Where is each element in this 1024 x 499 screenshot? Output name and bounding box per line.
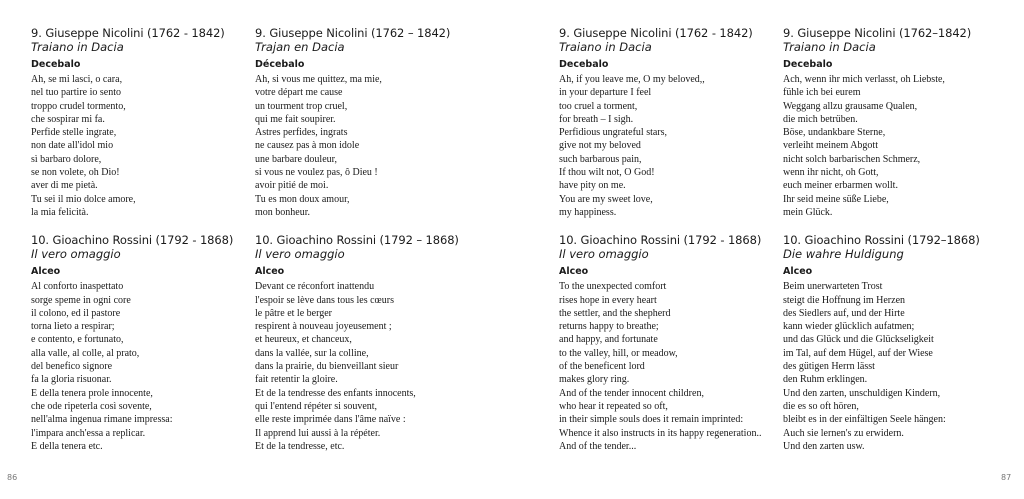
composer-heading: 10. Gioachino Rossini (1792 - 1868) [31, 233, 234, 248]
lyric-line: Und den zarten, unschuldigen Kindern, [783, 387, 941, 399]
lyric-line: Et de la tendresse des enfants innocents, [255, 387, 416, 399]
lyric-line: un tourment trop cruel, [255, 100, 348, 112]
lyrics-lines [783, 73, 998, 219]
lyric-line: qui l'entend répéter si souvent, [255, 400, 378, 412]
lyric-line: votre départ me cause [255, 87, 343, 99]
lyrics-lines [31, 73, 246, 219]
composer-heading: 10. Gioachino Rossini (1792 - 1868) [559, 233, 762, 248]
lyric-line: for breath – I sigh. [559, 113, 634, 125]
character-name: Décebalo [255, 59, 305, 70]
opera-title: Traiano in Dacia [783, 40, 876, 54]
lyric-line: And of the tender... [559, 440, 637, 452]
lyric-line: Devant ce réconfort inattendu [255, 281, 375, 293]
lyric-line: qui me fait soupirer. [255, 113, 336, 125]
lyric-line: non date all'idol mio [31, 140, 114, 152]
lyric-line: troppo crudel tormento, [31, 100, 126, 112]
lyric-line: die es so oft hören, [783, 400, 859, 412]
lyric-line: verleiht meinem Abgott [783, 140, 878, 152]
lyric-line: makes glory ring. [559, 374, 630, 386]
lyric-line: del benefico signore [31, 361, 113, 373]
lyric-line: die mich betrüben. [783, 113, 858, 125]
lyric-line: Und den zarten usw. [783, 440, 865, 452]
lyric-line: dans la prairie, du bienveillant sieur [255, 361, 399, 373]
lyric-line: Et de la tendresse, etc. [255, 440, 345, 452]
lyric-line: che ode ripeterla così sovente, [31, 400, 152, 412]
lyric-line: che sospirar mi fa. [31, 113, 105, 125]
lyric-line: my happiness. [559, 206, 617, 218]
lyric-line: nell'alma ingenua rimane impressa: [31, 414, 173, 426]
lyric-line: Ihr seid meine süße Liebe, [783, 193, 889, 205]
lyric-line: wenn ihr nicht, oh Gott, [783, 167, 879, 179]
lyric-line: rises hope in every heart [559, 294, 657, 306]
composer-heading: 9. Giuseppe Nicolini (1762–1842) [783, 26, 972, 40]
lyric-line: returns happy to breathe; [559, 321, 659, 333]
character-name: Alceo [783, 266, 813, 278]
lyric-line: kann wieder glücklich aufatmen; [783, 321, 915, 333]
page-number-right: 87 [1001, 473, 1012, 482]
lyric-line: To the unexpected comfort [559, 281, 667, 293]
lyric-line: Weggang allzu grausame Qualen, [783, 100, 918, 112]
lyric-line: Perfide stelle ingrate, [31, 127, 117, 139]
lyric-line: une barbare douleur, [255, 153, 338, 165]
lyric-line: bleibt es in der einfältigen Seele hängen: [783, 414, 946, 426]
lyric-line: Il apprend lui aussi à la répéter. [255, 427, 381, 439]
lyric-line: dans la vallée, sur la colline, [255, 347, 369, 359]
lyrics-lines [255, 280, 470, 453]
lyrics-lines [783, 280, 998, 453]
lyric-line: nicht solch barbarischen Schmerz, [783, 153, 921, 165]
character-name: Decebalo [783, 59, 833, 70]
lyric-line: to the valley, hill, or meadow, [559, 347, 678, 359]
lyric-line: nel tuo partire io sento [31, 87, 121, 99]
lyric-line: se non volete, oh Dio! [31, 167, 120, 179]
opera-title: Il vero omaggio [255, 247, 345, 262]
aria-section [255, 26, 470, 219]
opera-title: Il vero omaggio [559, 247, 649, 262]
composer-heading: 10. Gioachino Rossini (1792–1868) [783, 233, 980, 248]
aria-section [783, 26, 998, 219]
character-name: Alceo [31, 266, 61, 278]
lyric-line: sì barbaro dolore, [31, 153, 102, 165]
lyric-line: respirent à nouveau joyeusement ; [255, 321, 392, 333]
opera-title: Trajan en Dacia [255, 40, 345, 54]
lyric-line: Tu sei il mio dolce amore, [31, 193, 136, 205]
page-number-left: 86 [7, 473, 18, 482]
lyric-line: des gütigen Herrn lässt [783, 361, 875, 373]
lyric-line: l'impara anch'essa a replicar. [31, 427, 146, 439]
lyric-line: und das Glück und die Glückseligkeit [783, 334, 934, 346]
column-italian-left [31, 26, 246, 453]
lyric-line: give not my beloved [559, 140, 641, 152]
character-name: Decebalo [559, 59, 609, 70]
lyric-line: aver di me pietà. [31, 180, 98, 192]
lyric-line: the settler, and the shepherd [559, 307, 671, 319]
lyric-line: Auch sie lernen's zu erwidern. [783, 427, 904, 439]
column-german [783, 26, 998, 453]
lyric-line: steigt die Hoffnung im Herzen [783, 294, 906, 306]
lyric-line: And of the tender innocent children, [559, 387, 704, 399]
lyric-line: Astres perfides, ingrats [255, 127, 348, 139]
lyric-line: Ah, if you leave me, O my beloved,, [559, 74, 705, 85]
aria-section [559, 26, 774, 219]
column-english [559, 26, 774, 453]
lyrics-lines [559, 280, 774, 453]
lyric-line: torna lieto a respirar; [31, 321, 115, 333]
lyric-line: have pity on me. [559, 180, 626, 192]
lyric-line: mein Glück. [783, 206, 833, 218]
opera-title: Traiano in Dacia [31, 40, 124, 54]
opera-title: Il vero omaggio [31, 247, 121, 262]
lyric-line: If thou wilt not, O God! [559, 167, 655, 179]
composer-heading: 9. Giuseppe Nicolini (1762 - 1842) [31, 26, 225, 40]
character-name: Decebalo [31, 59, 81, 70]
lyric-line: and happy, and fortunate [559, 334, 658, 346]
lyric-line: too cruel a torment, [559, 100, 638, 112]
lyric-line: Böse, undankbare Sterne, [783, 127, 886, 139]
lyrics-lines [31, 280, 246, 453]
lyric-line: elle reste imprimée dans l'âme naïve : [255, 414, 406, 426]
lyric-line: mon bonheur. [255, 206, 310, 218]
lyrics-lines [255, 73, 470, 219]
composer-heading: 9. Giuseppe Nicolini (1762 – 1842) [255, 26, 451, 40]
lyric-line: Beim unerwarteten Trost [783, 281, 883, 293]
lyric-line: et heureux, et chanceux, [255, 334, 352, 346]
composer-heading: 10. Gioachino Rossini (1792 – 1868) [255, 233, 459, 248]
lyric-line: of the beneficent lord [559, 361, 645, 373]
lyric-line: fait retentir la gloire. [255, 374, 338, 386]
lyric-line: E della tenera prole innocente, [31, 387, 153, 399]
lyric-line: in your departure I feel [559, 87, 652, 99]
lyrics-lines [559, 73, 774, 219]
lyric-line: fa la gloria risuonar. [31, 374, 112, 386]
character-name: Alceo [255, 266, 285, 278]
lyric-line: fühle ich bei eurem [783, 87, 861, 99]
lyric-line: ne causez pas à mon idole [255, 140, 360, 152]
lyric-line: si vous ne voulez pas, ô Dieu ! [255, 167, 378, 179]
lyric-line: avoir pitié de moi. [255, 180, 329, 192]
lyric-line: in their simple souls does it remain imprinted: [559, 414, 744, 426]
lyric-line: Ah, se mi lasci, o cara, [31, 74, 123, 85]
lyric-line: alla valle, al colle, al prato, [31, 347, 140, 359]
lyric-line: Perfidious ungrateful stars, [559, 127, 668, 139]
lyric-line: Tu es mon doux amour, [255, 193, 350, 205]
lyric-line: Ah, si vous me quittez, ma mie, [255, 74, 382, 85]
composer-heading: 9. Giuseppe Nicolini (1762 - 1842) [559, 26, 753, 40]
lyric-line: den Ruhm erklingen. [783, 374, 868, 386]
aria-section [255, 233, 470, 453]
aria-section [31, 233, 246, 453]
aria-section [559, 233, 774, 453]
lyric-line: des Siedlers auf, und der Hirte [783, 307, 905, 319]
lyric-line: l'espoir se lève dans tous les cœurs [255, 294, 394, 306]
lyric-line: such barbarous pain, [559, 153, 642, 165]
lyric-line: E della tenera etc. [31, 440, 103, 452]
lyric-line: im Tal, auf dem Hügel, auf der Wiese [783, 347, 933, 359]
lyric-line: Ach, wenn ihr mich verlasst, oh Liebste, [783, 74, 945, 85]
opera-title: Die wahre Huldigung [783, 247, 904, 262]
lyric-line: la mia felicità. [31, 206, 89, 218]
lyric-line: il colono, ed il pastore [31, 307, 121, 319]
lyric-line: e contento, e fortunato, [31, 334, 124, 346]
lyric-line: who hear it repeated so oft, [559, 400, 668, 412]
lyric-line: euch meiner erbarmen wollt. [783, 180, 898, 192]
aria-section [31, 26, 246, 219]
column-french [255, 26, 470, 453]
character-name: Alceo [559, 266, 589, 278]
lyric-line: sorge speme in ogni core [31, 294, 131, 306]
lyric-line: Whence it also instructs in its happy regeneration.. [559, 427, 762, 439]
aria-section [783, 233, 998, 453]
lyric-line: le pâtre et le berger [255, 307, 332, 319]
lyric-line: Al conforto inaspettato [31, 281, 124, 293]
opera-title: Traiano in Dacia [559, 40, 652, 54]
lyric-line: You are my sweet love, [559, 193, 653, 205]
